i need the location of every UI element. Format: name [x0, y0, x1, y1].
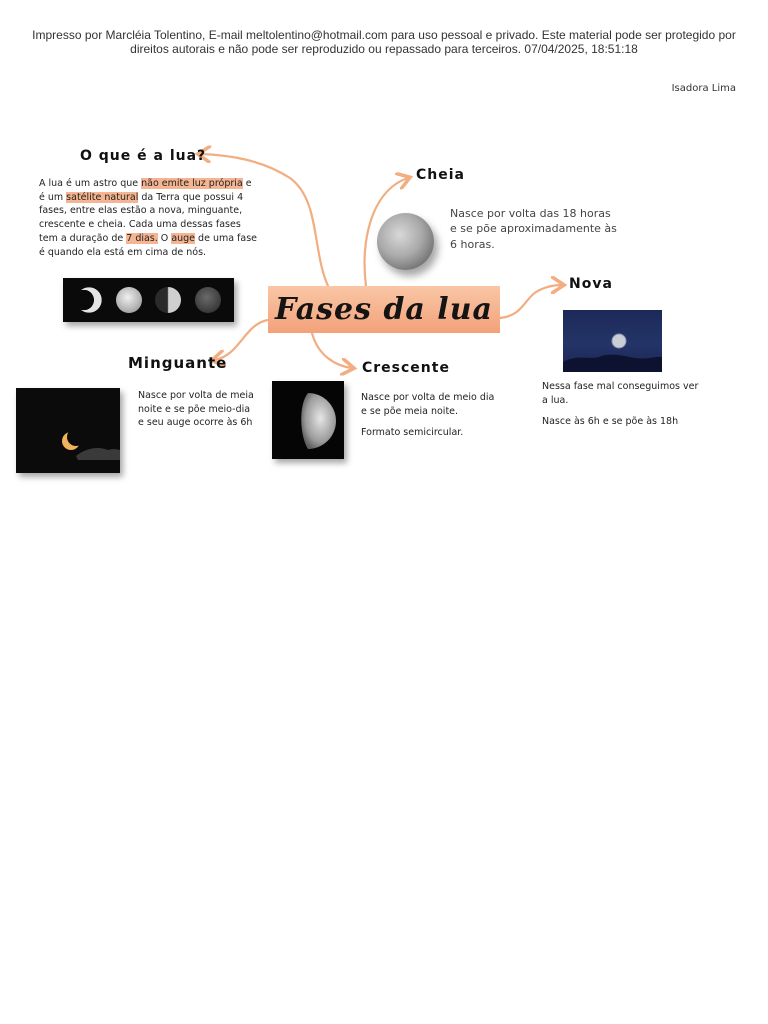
- new-moon-small: [195, 287, 221, 313]
- full-moon-small: [116, 287, 142, 313]
- what-highlight-1: não emite luz própria: [141, 178, 243, 189]
- crescente-text-1: Nasce por volta de meio dia e se põe meia noite.: [361, 392, 495, 417]
- minguante-paragraph: Nasce por volta de meia noite e se põe meio-dia e seu auge ocorre às 6h: [138, 390, 254, 429]
- cheia-paragraph: Nasce por volta das 18 horas e se põe aproximadamente às 6 horas.: [450, 207, 617, 251]
- what-text-4: O: [157, 232, 172, 244]
- what-title: O que é a lua?: [80, 148, 207, 164]
- what-paragraph: [39, 177, 259, 259]
- what-text-1: A lua é um astro que: [39, 178, 142, 189]
- moon-phases-image: [63, 278, 234, 322]
- print-notice-line-2: direitos autorais e não pode ser reproduzido ou repassado para terceiros. 07/04/2025, 18:51:18: [130, 42, 638, 56]
- what-text-3: da Terra que possui 4 fases, entre elas estão a nova, minguante, crescente e cheia. Cada uma dessas fases tem a duração de: [39, 191, 244, 244]
- arrow-to-crescente: [312, 333, 352, 368]
- nova-text-2: Nasce às 6h e se põe às 18h: [542, 416, 679, 428]
- waning-moon-image: [16, 388, 120, 473]
- cheia-title: Cheia: [416, 167, 465, 183]
- crescente-title: Crescente: [362, 360, 450, 376]
- what-highlight-4: auge: [171, 232, 196, 244]
- waning-moon-scene: [16, 388, 120, 473]
- half-moon-small: [155, 287, 181, 313]
- new-moon-image: [563, 310, 662, 372]
- crescent-moon-scene: [272, 381, 344, 459]
- nova-title: Nova: [569, 276, 613, 292]
- author-name: Isadora Lima: [671, 83, 736, 94]
- central-title-box: [268, 286, 500, 333]
- central-title: Fases da lua: [275, 292, 493, 327]
- crescente-paragraph: [361, 391, 501, 440]
- crescente-text-2: Formato semicircular.: [361, 427, 464, 439]
- nova-paragraph: [542, 380, 702, 429]
- arrow-to-nova: [500, 285, 562, 318]
- waxing-crescent-moon: [76, 287, 102, 313]
- what-text-2: e é um: [39, 178, 252, 203]
- nova-text-1: Nessa fase mal conseguimos ver a lua.: [542, 381, 699, 406]
- full-moon-image: [377, 213, 434, 270]
- what-text-5: de uma fase é quando ela está em cima de nós.: [39, 232, 258, 258]
- crescent-moon-image: [272, 381, 344, 459]
- minguante-title: Minguante: [128, 354, 228, 372]
- what-highlight-2: satélite natural: [66, 191, 139, 203]
- new-moon-scene: [563, 310, 662, 372]
- what-highlight-3: 7 dias.: [126, 232, 158, 244]
- print-notice-line-1: Impresso por Marcléia Tolentino, E-mail meltolentino@hotmail.com para uso pessoal e privado. Este material pode ser protegido por: [32, 28, 736, 42]
